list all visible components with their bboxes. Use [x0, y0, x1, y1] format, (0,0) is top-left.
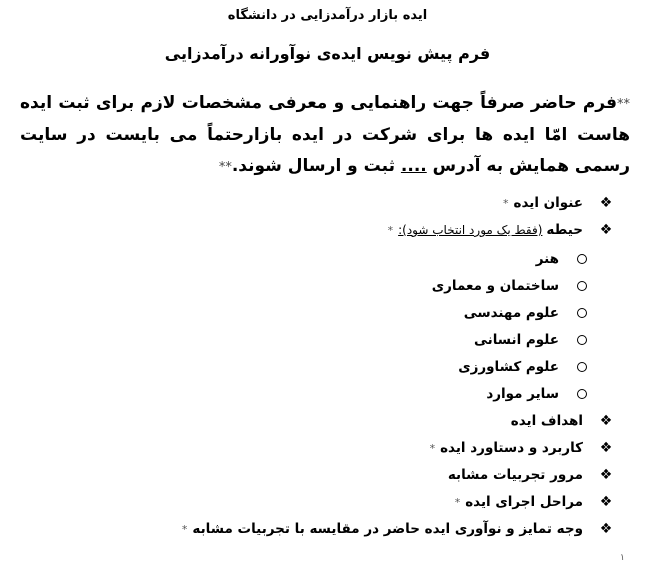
required-marker: * [387, 223, 394, 237]
item-label: عنوان ایده [513, 195, 583, 211]
list-item-idea-title [503, 195, 615, 211]
required-marker: * [454, 495, 461, 509]
field-option-label: علوم مهندسی [463, 305, 559, 321]
diamond-bullet-icon: ❖ [599, 195, 613, 211]
required-marker: * [502, 196, 509, 210]
list-item-innovation [182, 521, 615, 537]
asterisk-marker: ** [617, 97, 630, 112]
list-item-field [388, 222, 615, 238]
circle-bullet-icon [577, 335, 587, 345]
diamond-bullet-icon: ❖ [599, 413, 613, 429]
required-marker: * [429, 441, 436, 455]
asterisk-marker: ** [218, 160, 232, 175]
required-marker: * [181, 522, 188, 536]
site-address-link[interactable]: .... [400, 156, 427, 176]
list-item-goals [506, 413, 615, 429]
document-subtitle: ایده بازار درآمدزایی در دانشگاه [227, 8, 428, 23]
diamond-bullet-icon: ❖ [599, 467, 613, 483]
field-option[interactable] [536, 251, 587, 267]
item-label: وجه تمایز و نوآوری ایده حاضر در مقایسه با تجربیات مشابه [192, 521, 583, 537]
page-number: ۱ [620, 553, 625, 563]
diamond-bullet-icon: ❖ [599, 440, 613, 456]
item-label: حیطه [546, 222, 583, 238]
list-item-steps [455, 494, 615, 510]
field-option-label: علوم کشاورزی [458, 359, 559, 375]
field-option-label: علوم انسانی [473, 332, 559, 348]
field-option[interactable] [458, 359, 587, 375]
field-option[interactable] [432, 278, 587, 294]
intro-text-end: ثبت و ارسال شوند. [231, 156, 401, 176]
field-option-label: هنر [535, 251, 559, 267]
item-label: کاربرد و دستاورد ایده [440, 440, 583, 456]
circle-bullet-icon [577, 281, 587, 291]
intro-text: فرم حاضر صرفاً جهت راهنمایی و معرفی مشخصات لازم برای ثبت ایده هاست امّا ایده ها برای شرکت در ایده بازارحتماً می بایست در سایت رسمی همایش به آدرس [20, 93, 630, 176]
diamond-bullet-icon: ❖ [599, 494, 613, 510]
diamond-bullet-icon: ❖ [599, 222, 613, 238]
field-option-label: ساختمان و معماری [431, 278, 559, 294]
circle-bullet-icon [577, 254, 587, 264]
item-label: مرور تجربیات مشابه [447, 467, 583, 483]
circle-bullet-icon [577, 362, 587, 372]
item-label: مراحل اجرای ایده [465, 494, 583, 510]
circle-bullet-icon [577, 308, 587, 318]
item-label: اهداف ایده [510, 413, 583, 429]
circle-bullet-icon [577, 389, 587, 399]
intro-paragraph [20, 88, 630, 183]
list-item-similar-experiences [443, 467, 615, 483]
diamond-bullet-icon: ❖ [599, 521, 613, 537]
list-item-application [430, 440, 615, 456]
field-option[interactable] [486, 386, 587, 402]
field-option-label: سایر موارد [486, 386, 559, 402]
field-option[interactable] [464, 305, 587, 321]
document-title: فرم پیش نویس ایده‌ی نوآورانه درآمدزایی [164, 44, 491, 63]
item-note: (فقط یک مورد انتخاب شود): [398, 223, 543, 237]
field-option[interactable] [474, 332, 587, 348]
